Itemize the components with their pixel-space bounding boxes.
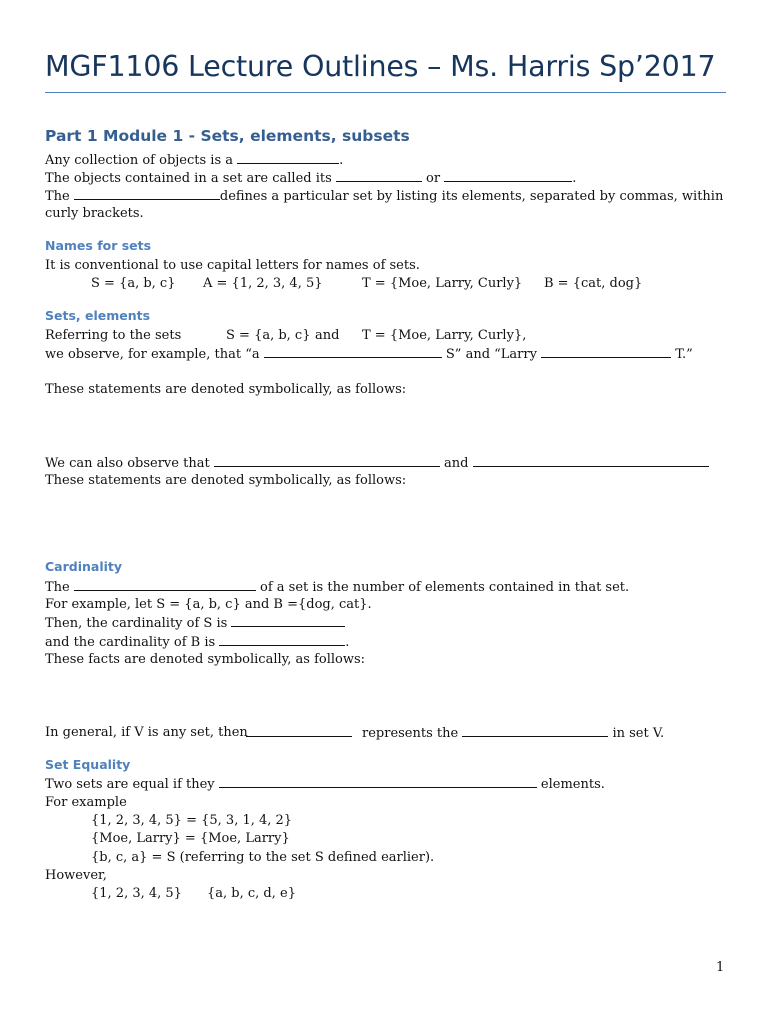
cardinality-line-6a: In general, if V is any set, then	[45, 725, 248, 740]
equality-line-2: For example	[45, 795, 127, 810]
cardinality-heading: Cardinality	[45, 559, 123, 574]
fill-blank[interactable]	[264, 345, 442, 358]
text: The	[45, 580, 74, 595]
text: The objects contained in a set are called its	[45, 171, 336, 186]
fill-blank[interactable]	[541, 345, 671, 358]
text: .	[345, 635, 350, 650]
equality-example-2: {Moe, Larry} = {Moe, Larry}	[91, 831, 290, 846]
example-set-a: A = {1, 2, 3, 4, 5}	[203, 276, 323, 291]
text: of a set is the number of elements contained in that set.	[255, 580, 630, 595]
text: .	[572, 171, 577, 186]
text: T.”	[671, 347, 693, 362]
text: in set V.	[608, 726, 665, 741]
text: .	[339, 153, 344, 168]
text: Then, the cardinality of S is	[45, 616, 232, 631]
text: or	[421, 171, 445, 186]
part1-line-4: curly brackets.	[45, 206, 144, 221]
however-set-1: {1, 2, 3, 4, 5}	[91, 886, 182, 901]
elements-line-1c: and	[315, 328, 340, 343]
text: and	[439, 456, 473, 471]
cardinality-line-5: These facts are denoted symbolically, as follows:	[45, 652, 366, 667]
equality-example-3: {b, c, a} = S (referring to the set S defined earlier).	[91, 850, 435, 865]
cardinality-line-6b	[362, 724, 664, 743]
text: S” and “Larry	[441, 347, 542, 362]
fill-blank[interactable]	[237, 151, 339, 164]
cardinality-line-6-blank	[246, 724, 352, 743]
fill-blank[interactable]	[231, 614, 345, 627]
elements-line-2	[45, 345, 693, 364]
cardinality-line-4	[45, 633, 349, 652]
text: and the cardinality of B is	[45, 635, 220, 650]
text: we observe, for example, that “a	[45, 347, 264, 362]
fill-blank[interactable]	[74, 187, 220, 200]
fill-blank[interactable]	[74, 578, 256, 591]
fill-blank[interactable]	[219, 775, 537, 788]
cardinality-line-1	[45, 578, 629, 597]
equality-line-1	[45, 775, 605, 794]
elements-line-1b: S = {a, b, c}	[226, 328, 311, 343]
equality-example-1: {1, 2, 3, 4, 5} = {5, 3, 1, 4, 2}	[91, 813, 293, 828]
example-set-s: S = {a, b, c}	[91, 276, 176, 291]
fill-blank[interactable]	[219, 633, 345, 646]
part1-line-1	[45, 151, 343, 170]
text: represents the	[362, 726, 463, 741]
fill-blank[interactable]	[462, 724, 608, 737]
fill-blank[interactable]	[336, 169, 422, 182]
elements-line-4	[45, 454, 709, 473]
fill-blank[interactable]	[473, 454, 709, 467]
equality-line-3: However,	[45, 868, 107, 883]
title-underline	[45, 92, 726, 93]
text: elements.	[536, 777, 605, 792]
text: Two sets are equal if they	[45, 777, 219, 792]
document-title: MGF1106 Lecture Outlines – Ms. Harris Sp’2017	[45, 50, 716, 83]
example-set-b: B = {cat, dog}	[544, 276, 643, 291]
elements-line-3: These statements are denoted symbolically, as follows:	[45, 382, 407, 397]
elements-line-1a: Referring to the sets	[45, 328, 182, 343]
fill-blank[interactable]	[444, 169, 572, 182]
fill-blank[interactable]	[246, 724, 352, 737]
page-number: 1	[716, 960, 725, 975]
names-heading: Names for sets	[45, 238, 152, 253]
part1-line-3	[45, 187, 723, 206]
elements-heading: Sets, elements	[45, 308, 151, 323]
part1-heading: Part 1 Module 1 - Sets, elements, subsets	[45, 127, 410, 145]
text: We can also observe that	[45, 456, 214, 471]
part1-line-2	[45, 169, 576, 188]
text: The	[45, 189, 74, 204]
equality-heading: Set Equality	[45, 757, 131, 772]
example-set-t: T = {Moe, Larry, Curly}	[362, 276, 523, 291]
text: defines a particular set by listing its elements, separated by commas, within	[219, 189, 724, 204]
cardinality-line-3	[45, 614, 345, 633]
names-line-1: It is conventional to use capital letters for names of sets.	[45, 258, 420, 273]
however-set-2: {a, b, c, d, e}	[207, 886, 296, 901]
elements-line-1d: T = {Moe, Larry, Curly},	[362, 328, 527, 343]
text: Any collection of objects is a	[45, 153, 238, 168]
cardinality-line-2: For example, let S = {a, b, c} and B ={dog, cat}.	[45, 597, 372, 612]
fill-blank[interactable]	[214, 454, 440, 467]
elements-line-5: These statements are denoted symbolically, as follows:	[45, 473, 407, 488]
